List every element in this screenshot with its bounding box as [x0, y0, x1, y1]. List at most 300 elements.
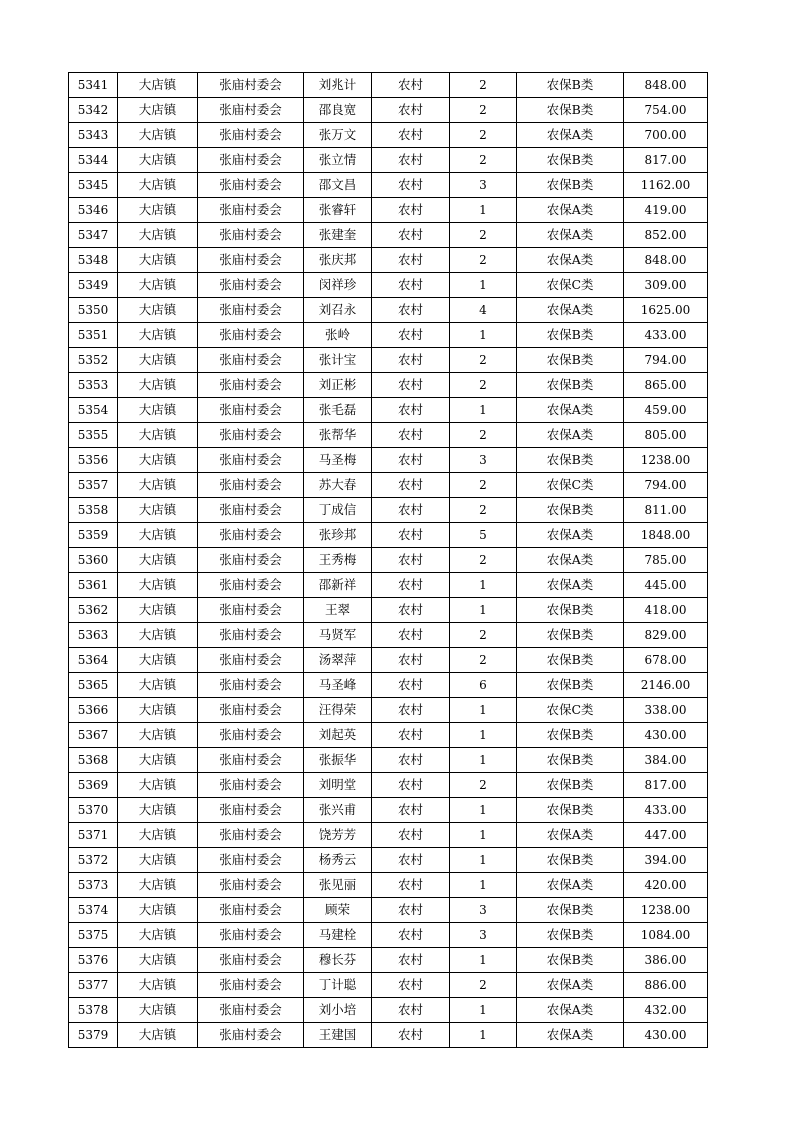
name-cell: 张立情 — [304, 148, 372, 173]
town-cell: 大店镇 — [118, 398, 198, 423]
table-row — [69, 448, 708, 473]
village-committee-cell: 张庙村委会 — [198, 823, 304, 848]
table-row — [69, 973, 708, 998]
member-count-cell: 1 — [450, 598, 517, 623]
household-type-cell: 农村 — [372, 348, 450, 373]
member-count-cell: 2 — [450, 123, 517, 148]
member-count-cell: 3 — [450, 923, 517, 948]
town-cell: 大店镇 — [118, 773, 198, 798]
amount-cell: 386.00 — [624, 948, 708, 973]
amount-cell: 447.00 — [624, 823, 708, 848]
record-id-cell: 5365 — [69, 673, 118, 698]
town-cell: 大店镇 — [118, 323, 198, 348]
assistance-category-cell: 农保A类 — [517, 198, 624, 223]
town-cell: 大店镇 — [118, 448, 198, 473]
assistance-category-cell: 农保A类 — [517, 248, 624, 273]
name-cell: 张毛磊 — [304, 398, 372, 423]
record-id-cell: 5362 — [69, 598, 118, 623]
name-cell: 张珍邦 — [304, 523, 372, 548]
member-count-cell: 2 — [450, 498, 517, 523]
village-committee-cell: 张庙村委会 — [198, 923, 304, 948]
record-id-cell: 5356 — [69, 448, 118, 473]
town-cell: 大店镇 — [118, 273, 198, 298]
name-cell: 马建栓 — [304, 923, 372, 948]
assistance-category-cell: 农保A类 — [517, 123, 624, 148]
household-type-cell: 农村 — [372, 673, 450, 698]
member-count-cell: 2 — [450, 98, 517, 123]
assistance-category-cell: 农保B类 — [517, 773, 624, 798]
table-row — [69, 273, 708, 298]
member-count-cell: 1 — [450, 398, 517, 423]
member-count-cell: 1 — [450, 573, 517, 598]
town-cell: 大店镇 — [118, 423, 198, 448]
name-cell: 刘明堂 — [304, 773, 372, 798]
name-cell: 张振华 — [304, 748, 372, 773]
assistance-category-cell: 农保B类 — [517, 598, 624, 623]
household-type-cell: 农村 — [372, 173, 450, 198]
town-cell: 大店镇 — [118, 123, 198, 148]
village-committee-cell: 张庙村委会 — [198, 598, 304, 623]
member-count-cell: 1 — [450, 848, 517, 873]
town-cell: 大店镇 — [118, 573, 198, 598]
amount-cell: 384.00 — [624, 748, 708, 773]
village-committee-cell: 张庙村委会 — [198, 873, 304, 898]
assistance-category-cell: 农保B类 — [517, 898, 624, 923]
member-count-cell: 2 — [450, 223, 517, 248]
village-committee-cell: 张庙村委会 — [198, 773, 304, 798]
name-cell: 马圣梅 — [304, 448, 372, 473]
member-count-cell: 1 — [450, 748, 517, 773]
member-count-cell: 1 — [450, 823, 517, 848]
assistance-category-cell: 农保B类 — [517, 948, 624, 973]
village-committee-cell: 张庙村委会 — [198, 973, 304, 998]
amount-cell: 459.00 — [624, 398, 708, 423]
assistance-category-cell: 农保A类 — [517, 523, 624, 548]
record-id-cell: 5374 — [69, 898, 118, 923]
table-row — [69, 723, 708, 748]
town-cell: 大店镇 — [118, 973, 198, 998]
household-type-cell: 农村 — [372, 73, 450, 98]
amount-cell: 848.00 — [624, 248, 708, 273]
town-cell: 大店镇 — [118, 248, 198, 273]
village-committee-cell: 张庙村委会 — [198, 348, 304, 373]
village-committee-cell: 张庙村委会 — [198, 298, 304, 323]
name-cell: 刘小培 — [304, 998, 372, 1023]
table-row — [69, 373, 708, 398]
record-id-cell: 5375 — [69, 923, 118, 948]
town-cell: 大店镇 — [118, 748, 198, 773]
record-id-cell: 5344 — [69, 148, 118, 173]
town-cell: 大店镇 — [118, 723, 198, 748]
assistance-category-cell: 农保B类 — [517, 923, 624, 948]
amount-cell: 1848.00 — [624, 523, 708, 548]
record-id-cell: 5355 — [69, 423, 118, 448]
member-count-cell: 6 — [450, 673, 517, 698]
record-id-cell: 5343 — [69, 123, 118, 148]
village-committee-cell: 张庙村委会 — [198, 1023, 304, 1048]
assistance-category-cell: 农保B类 — [517, 73, 624, 98]
village-committee-cell: 张庙村委会 — [198, 748, 304, 773]
town-cell: 大店镇 — [118, 923, 198, 948]
table-row — [69, 598, 708, 623]
town-cell: 大店镇 — [118, 348, 198, 373]
town-cell: 大店镇 — [118, 473, 198, 498]
household-type-cell: 农村 — [372, 848, 450, 873]
amount-cell: 1625.00 — [624, 298, 708, 323]
village-committee-cell: 张庙村委会 — [198, 373, 304, 398]
table-row — [69, 748, 708, 773]
name-cell: 王翠 — [304, 598, 372, 623]
record-id-cell: 5352 — [69, 348, 118, 373]
amount-cell: 811.00 — [624, 498, 708, 523]
assistance-category-cell: 农保A类 — [517, 298, 624, 323]
assistance-category-cell: 农保A类 — [517, 423, 624, 448]
assistance-category-cell: 农保A类 — [517, 873, 624, 898]
amount-cell: 394.00 — [624, 848, 708, 873]
household-type-cell: 农村 — [372, 98, 450, 123]
amount-cell: 309.00 — [624, 273, 708, 298]
village-committee-cell: 张庙村委会 — [198, 848, 304, 873]
amount-cell: 419.00 — [624, 198, 708, 223]
village-committee-cell: 张庙村委会 — [198, 673, 304, 698]
town-cell: 大店镇 — [118, 173, 198, 198]
amount-cell: 420.00 — [624, 873, 708, 898]
member-count-cell: 1 — [450, 698, 517, 723]
name-cell: 邵良宽 — [304, 98, 372, 123]
member-count-cell: 3 — [450, 448, 517, 473]
village-committee-cell: 张庙村委会 — [198, 423, 304, 448]
town-cell: 大店镇 — [118, 598, 198, 623]
amount-cell: 754.00 — [624, 98, 708, 123]
table-row — [69, 173, 708, 198]
member-count-cell: 1 — [450, 1023, 517, 1048]
table-row — [69, 473, 708, 498]
village-committee-cell: 张庙村委会 — [198, 123, 304, 148]
village-committee-cell: 张庙村委会 — [198, 398, 304, 423]
name-cell: 刘正彬 — [304, 373, 372, 398]
village-committee-cell: 张庙村委会 — [198, 323, 304, 348]
amount-cell: 1238.00 — [624, 448, 708, 473]
table-row — [69, 798, 708, 823]
table-row — [69, 623, 708, 648]
member-count-cell: 2 — [450, 248, 517, 273]
name-cell: 汪得荣 — [304, 698, 372, 723]
town-cell: 大店镇 — [118, 223, 198, 248]
name-cell: 张见丽 — [304, 873, 372, 898]
household-type-cell: 农村 — [372, 573, 450, 598]
record-id-cell: 5367 — [69, 723, 118, 748]
member-count-cell: 4 — [450, 298, 517, 323]
town-cell: 大店镇 — [118, 298, 198, 323]
member-count-cell: 2 — [450, 423, 517, 448]
table-row — [69, 298, 708, 323]
name-cell: 张帮华 — [304, 423, 372, 448]
amount-cell: 2146.00 — [624, 673, 708, 698]
amount-cell: 678.00 — [624, 648, 708, 673]
village-committee-cell: 张庙村委会 — [198, 248, 304, 273]
assistance-category-cell: 农保B类 — [517, 98, 624, 123]
household-type-cell: 农村 — [372, 623, 450, 648]
record-id-cell: 5376 — [69, 948, 118, 973]
table-row — [69, 573, 708, 598]
record-id-cell: 5372 — [69, 848, 118, 873]
record-id-cell: 5342 — [69, 98, 118, 123]
table-row — [69, 423, 708, 448]
household-type-cell: 农村 — [372, 698, 450, 723]
member-count-cell: 1 — [450, 323, 517, 348]
member-count-cell: 1 — [450, 723, 517, 748]
name-cell: 马贤军 — [304, 623, 372, 648]
town-cell: 大店镇 — [118, 98, 198, 123]
amount-cell: 817.00 — [624, 148, 708, 173]
member-count-cell: 2 — [450, 973, 517, 998]
village-committee-cell: 张庙村委会 — [198, 948, 304, 973]
town-cell: 大店镇 — [118, 823, 198, 848]
table-row — [69, 773, 708, 798]
name-cell: 邵新祥 — [304, 573, 372, 598]
village-committee-cell: 张庙村委会 — [198, 448, 304, 473]
household-type-cell: 农村 — [372, 473, 450, 498]
assistance-category-cell: 农保B类 — [517, 448, 624, 473]
amount-cell: 886.00 — [624, 973, 708, 998]
table-row — [69, 498, 708, 523]
assistance-category-cell: 农保A类 — [517, 398, 624, 423]
assistance-category-cell: 农保B类 — [517, 723, 624, 748]
table-row — [69, 923, 708, 948]
member-count-cell: 1 — [450, 198, 517, 223]
table-row — [69, 898, 708, 923]
record-id-cell: 5357 — [69, 473, 118, 498]
village-committee-cell: 张庙村委会 — [198, 98, 304, 123]
household-type-cell: 农村 — [372, 498, 450, 523]
village-committee-cell: 张庙村委会 — [198, 473, 304, 498]
village-committee-cell: 张庙村委会 — [198, 73, 304, 98]
town-cell: 大店镇 — [118, 798, 198, 823]
record-id-cell: 5369 — [69, 773, 118, 798]
table-row — [69, 998, 708, 1023]
assistance-category-cell: 农保A类 — [517, 1023, 624, 1048]
assistance-category-cell: 农保A类 — [517, 998, 624, 1023]
assistance-category-cell: 农保A类 — [517, 548, 624, 573]
record-id-cell: 5368 — [69, 748, 118, 773]
name-cell: 饶芳芳 — [304, 823, 372, 848]
name-cell: 张万文 — [304, 123, 372, 148]
village-committee-cell: 张庙村委会 — [198, 648, 304, 673]
amount-cell: 430.00 — [624, 723, 708, 748]
member-count-cell: 1 — [450, 948, 517, 973]
household-type-cell: 农村 — [372, 248, 450, 273]
name-cell: 张庆邦 — [304, 248, 372, 273]
records-table — [68, 72, 708, 1048]
assistance-category-cell: 农保C类 — [517, 473, 624, 498]
member-count-cell: 2 — [450, 73, 517, 98]
amount-cell: 430.00 — [624, 1023, 708, 1048]
record-id-cell: 5353 — [69, 373, 118, 398]
member-count-cell: 1 — [450, 273, 517, 298]
member-count-cell: 1 — [450, 998, 517, 1023]
assistance-category-cell: 农保B类 — [517, 848, 624, 873]
town-cell: 大店镇 — [118, 498, 198, 523]
town-cell: 大店镇 — [118, 623, 198, 648]
household-type-cell: 农村 — [372, 198, 450, 223]
town-cell: 大店镇 — [118, 998, 198, 1023]
household-type-cell: 农村 — [372, 923, 450, 948]
record-id-cell: 5378 — [69, 998, 118, 1023]
table-row — [69, 323, 708, 348]
record-id-cell: 5351 — [69, 323, 118, 348]
amount-cell: 432.00 — [624, 998, 708, 1023]
household-type-cell: 农村 — [372, 448, 450, 473]
amount-cell: 1238.00 — [624, 898, 708, 923]
record-id-cell: 5345 — [69, 173, 118, 198]
table-row — [69, 548, 708, 573]
record-id-cell: 5350 — [69, 298, 118, 323]
record-id-cell: 5371 — [69, 823, 118, 848]
amount-cell: 848.00 — [624, 73, 708, 98]
assistance-category-cell: 农保B类 — [517, 348, 624, 373]
member-count-cell: 2 — [450, 648, 517, 673]
household-type-cell: 农村 — [372, 523, 450, 548]
village-committee-cell: 张庙村委会 — [198, 548, 304, 573]
name-cell: 王秀梅 — [304, 548, 372, 573]
household-type-cell: 农村 — [372, 898, 450, 923]
assistance-category-cell: 农保B类 — [517, 623, 624, 648]
name-cell: 苏大春 — [304, 473, 372, 498]
household-type-cell: 农村 — [372, 548, 450, 573]
town-cell: 大店镇 — [118, 373, 198, 398]
town-cell: 大店镇 — [118, 948, 198, 973]
amount-cell: 865.00 — [624, 373, 708, 398]
record-id-cell: 5349 — [69, 273, 118, 298]
table-row — [69, 873, 708, 898]
assistance-category-cell: 农保B类 — [517, 748, 624, 773]
name-cell: 邵文昌 — [304, 173, 372, 198]
household-type-cell: 农村 — [372, 1023, 450, 1048]
amount-cell: 829.00 — [624, 623, 708, 648]
table-row — [69, 848, 708, 873]
table-row — [69, 223, 708, 248]
table-row — [69, 98, 708, 123]
table-row — [69, 398, 708, 423]
name-cell: 刘兆计 — [304, 73, 372, 98]
town-cell: 大店镇 — [118, 73, 198, 98]
name-cell: 穆长芬 — [304, 948, 372, 973]
amount-cell: 794.00 — [624, 473, 708, 498]
town-cell: 大店镇 — [118, 648, 198, 673]
table-row — [69, 698, 708, 723]
name-cell: 张岭 — [304, 323, 372, 348]
assistance-category-cell: 农保B类 — [517, 373, 624, 398]
name-cell: 王建国 — [304, 1023, 372, 1048]
name-cell: 汤翠萍 — [304, 648, 372, 673]
name-cell: 丁计聪 — [304, 973, 372, 998]
member-count-cell: 3 — [450, 898, 517, 923]
record-id-cell: 5354 — [69, 398, 118, 423]
assistance-category-cell: 农保B类 — [517, 798, 624, 823]
member-count-cell: 5 — [450, 523, 517, 548]
amount-cell: 852.00 — [624, 223, 708, 248]
town-cell: 大店镇 — [118, 898, 198, 923]
household-type-cell: 农村 — [372, 123, 450, 148]
household-type-cell: 农村 — [372, 598, 450, 623]
assistance-category-cell: 农保B类 — [517, 148, 624, 173]
household-type-cell: 农村 — [372, 748, 450, 773]
household-type-cell: 农村 — [372, 723, 450, 748]
town-cell: 大店镇 — [118, 848, 198, 873]
table-row — [69, 148, 708, 173]
table-row — [69, 248, 708, 273]
table-row — [69, 523, 708, 548]
member-count-cell: 2 — [450, 773, 517, 798]
assistance-category-cell: 农保A类 — [517, 573, 624, 598]
household-type-cell: 农村 — [372, 373, 450, 398]
table-row — [69, 648, 708, 673]
village-committee-cell: 张庙村委会 — [198, 798, 304, 823]
member-count-cell: 2 — [450, 623, 517, 648]
name-cell: 张建奎 — [304, 223, 372, 248]
amount-cell: 433.00 — [624, 798, 708, 823]
record-id-cell: 5379 — [69, 1023, 118, 1048]
town-cell: 大店镇 — [118, 548, 198, 573]
table-row — [69, 73, 708, 98]
assistance-category-cell: 农保C类 — [517, 273, 624, 298]
village-committee-cell: 张庙村委会 — [198, 273, 304, 298]
household-type-cell: 农村 — [372, 823, 450, 848]
household-type-cell: 农村 — [372, 998, 450, 1023]
table-row — [69, 673, 708, 698]
record-id-cell: 5360 — [69, 548, 118, 573]
assistance-category-cell: 农保C类 — [517, 698, 624, 723]
amount-cell: 445.00 — [624, 573, 708, 598]
household-type-cell: 农村 — [372, 423, 450, 448]
village-committee-cell: 张庙村委会 — [198, 173, 304, 198]
record-id-cell: 5346 — [69, 198, 118, 223]
record-id-cell: 5359 — [69, 523, 118, 548]
member-count-cell: 1 — [450, 798, 517, 823]
village-committee-cell: 张庙村委会 — [198, 573, 304, 598]
assistance-category-cell: 农保B类 — [517, 173, 624, 198]
name-cell: 马圣峰 — [304, 673, 372, 698]
town-cell: 大店镇 — [118, 673, 198, 698]
amount-cell: 785.00 — [624, 548, 708, 573]
town-cell: 大店镇 — [118, 523, 198, 548]
record-id-cell: 5370 — [69, 798, 118, 823]
village-committee-cell: 张庙村委会 — [198, 623, 304, 648]
amount-cell: 700.00 — [624, 123, 708, 148]
town-cell: 大店镇 — [118, 148, 198, 173]
table-row — [69, 123, 708, 148]
member-count-cell: 2 — [450, 373, 517, 398]
village-committee-cell: 张庙村委会 — [198, 998, 304, 1023]
assistance-category-cell: 农保B类 — [517, 323, 624, 348]
member-count-cell: 2 — [450, 473, 517, 498]
name-cell: 顾荣 — [304, 898, 372, 923]
record-id-cell: 5347 — [69, 223, 118, 248]
amount-cell: 418.00 — [624, 598, 708, 623]
amount-cell: 794.00 — [624, 348, 708, 373]
amount-cell: 1162.00 — [624, 173, 708, 198]
record-id-cell: 5363 — [69, 623, 118, 648]
town-cell: 大店镇 — [118, 873, 198, 898]
amount-cell: 817.00 — [624, 773, 708, 798]
amount-cell: 433.00 — [624, 323, 708, 348]
member-count-cell: 1 — [450, 873, 517, 898]
amount-cell: 805.00 — [624, 423, 708, 448]
village-committee-cell: 张庙村委会 — [198, 198, 304, 223]
household-type-cell: 农村 — [372, 323, 450, 348]
amount-cell: 338.00 — [624, 698, 708, 723]
village-committee-cell: 张庙村委会 — [198, 223, 304, 248]
